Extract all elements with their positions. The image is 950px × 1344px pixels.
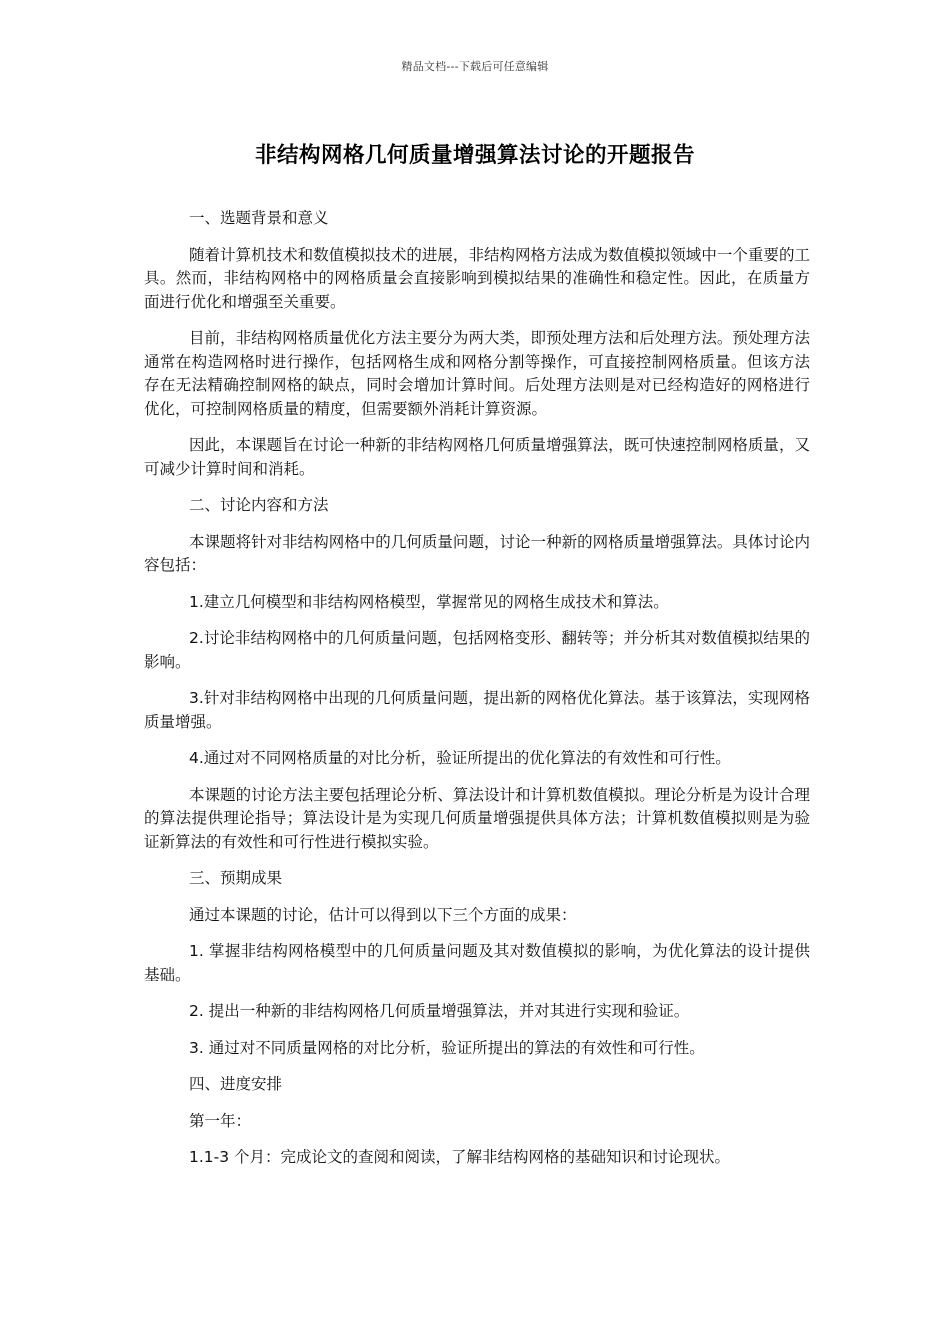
list-item: 1.1-3 个月：完成论文的查阅和阅读，了解非结构网格的基础知识和讨论现状。 xyxy=(189,1148,731,1166)
list-item: 3.针对非结构网格中出现的几何质量问题，提出新的网格优化算法。基于该算法，实现网格质量增强。 xyxy=(144,689,810,731)
paragraph: 第一年： xyxy=(189,1111,252,1130)
section-heading-content-methods: 二、讨论内容和方法 xyxy=(189,496,329,514)
section-heading-schedule: 四、进度安排 xyxy=(189,1075,283,1093)
list-item: 2. 提出一种新的非结构网格几何质量增强算法，并对其进行实现和验证。 xyxy=(189,1002,690,1020)
paragraph: 本课题将针对非结构网格中的几何质量问题，讨论一种新的网格质量增强算法。具体讨论内容包括： xyxy=(144,532,810,574)
list-item: 3. 通过对不同质量网格的对比分析，验证所提出的算法的有效性和可行性。 xyxy=(189,1038,705,1057)
list-item: 1. 掌握非结构网格模型中的几何质量问题及其对数值模拟的影响，为优化算法的设计提供基础。 xyxy=(144,942,810,984)
paragraph: 目前，非结构网格质量优化方法主要分为两大类，即预处理方法和后处理方法。预处理方法通常在构造网格时进行操作，包括网格生成和网格分割等操作，可直接控制网格质量。但该方法存在无法精确控制网格的缺点，同时会增加计算时间。后处理方法则是对已经构造好的网格进行优化，可控制网格质量的精度，但需要额外消耗计算资源。 xyxy=(144,329,810,418)
paragraph: 本课题的讨论方法主要包括理论分析、算法设计和计算机数值模拟。理论分析是为设计合理的算法提供理论指导；算法设计是为实现几何质量增强提供具体方法；计算机数值模拟则是为验证新算法的有效性和可行性进行模拟实验。 xyxy=(144,785,810,851)
document-title: 非结构网格几何质量增强算法讨论的开题报告 xyxy=(254,143,695,168)
list-item: 1.建立几何模型和非结构网格模型，掌握常见的网格生成技术和算法。 xyxy=(189,592,669,611)
list-item: 2.讨论非结构网格中的几何质量问题，包括网格变形、翻转等；并分析其对数值模拟结果的影响。 xyxy=(144,629,810,671)
paragraph: 因此，本课题旨在讨论一种新的非结构网格几何质量增强算法，既可快速控制网格质量，又可减少计算时间和消耗。 xyxy=(144,436,810,478)
paragraph: 随着计算机技术和数值模拟技术的进展，非结构网格方法成为数值模拟领域中一个重要的工具。然而，非结构网格中的网格质量会直接影响到模拟结果的准确性和稳定性。因此，在质量方面进行优化和增强至关重要。 xyxy=(144,245,810,311)
list-item: 4.通过对不同网格质量的对比分析，验证所提出的优化算法的有效性和可行性。 xyxy=(189,749,731,767)
section-heading-background: 一、选题背景和意义 xyxy=(189,209,329,227)
section-heading-expected-results: 三、预期成果 xyxy=(189,869,283,887)
document-body xyxy=(144,207,810,1183)
header-note: 精品文档---下载后可任意编辑 xyxy=(401,60,549,73)
paragraph: 通过本课题的讨论，估计可以得到以下三个方面的成果： xyxy=(189,905,577,924)
